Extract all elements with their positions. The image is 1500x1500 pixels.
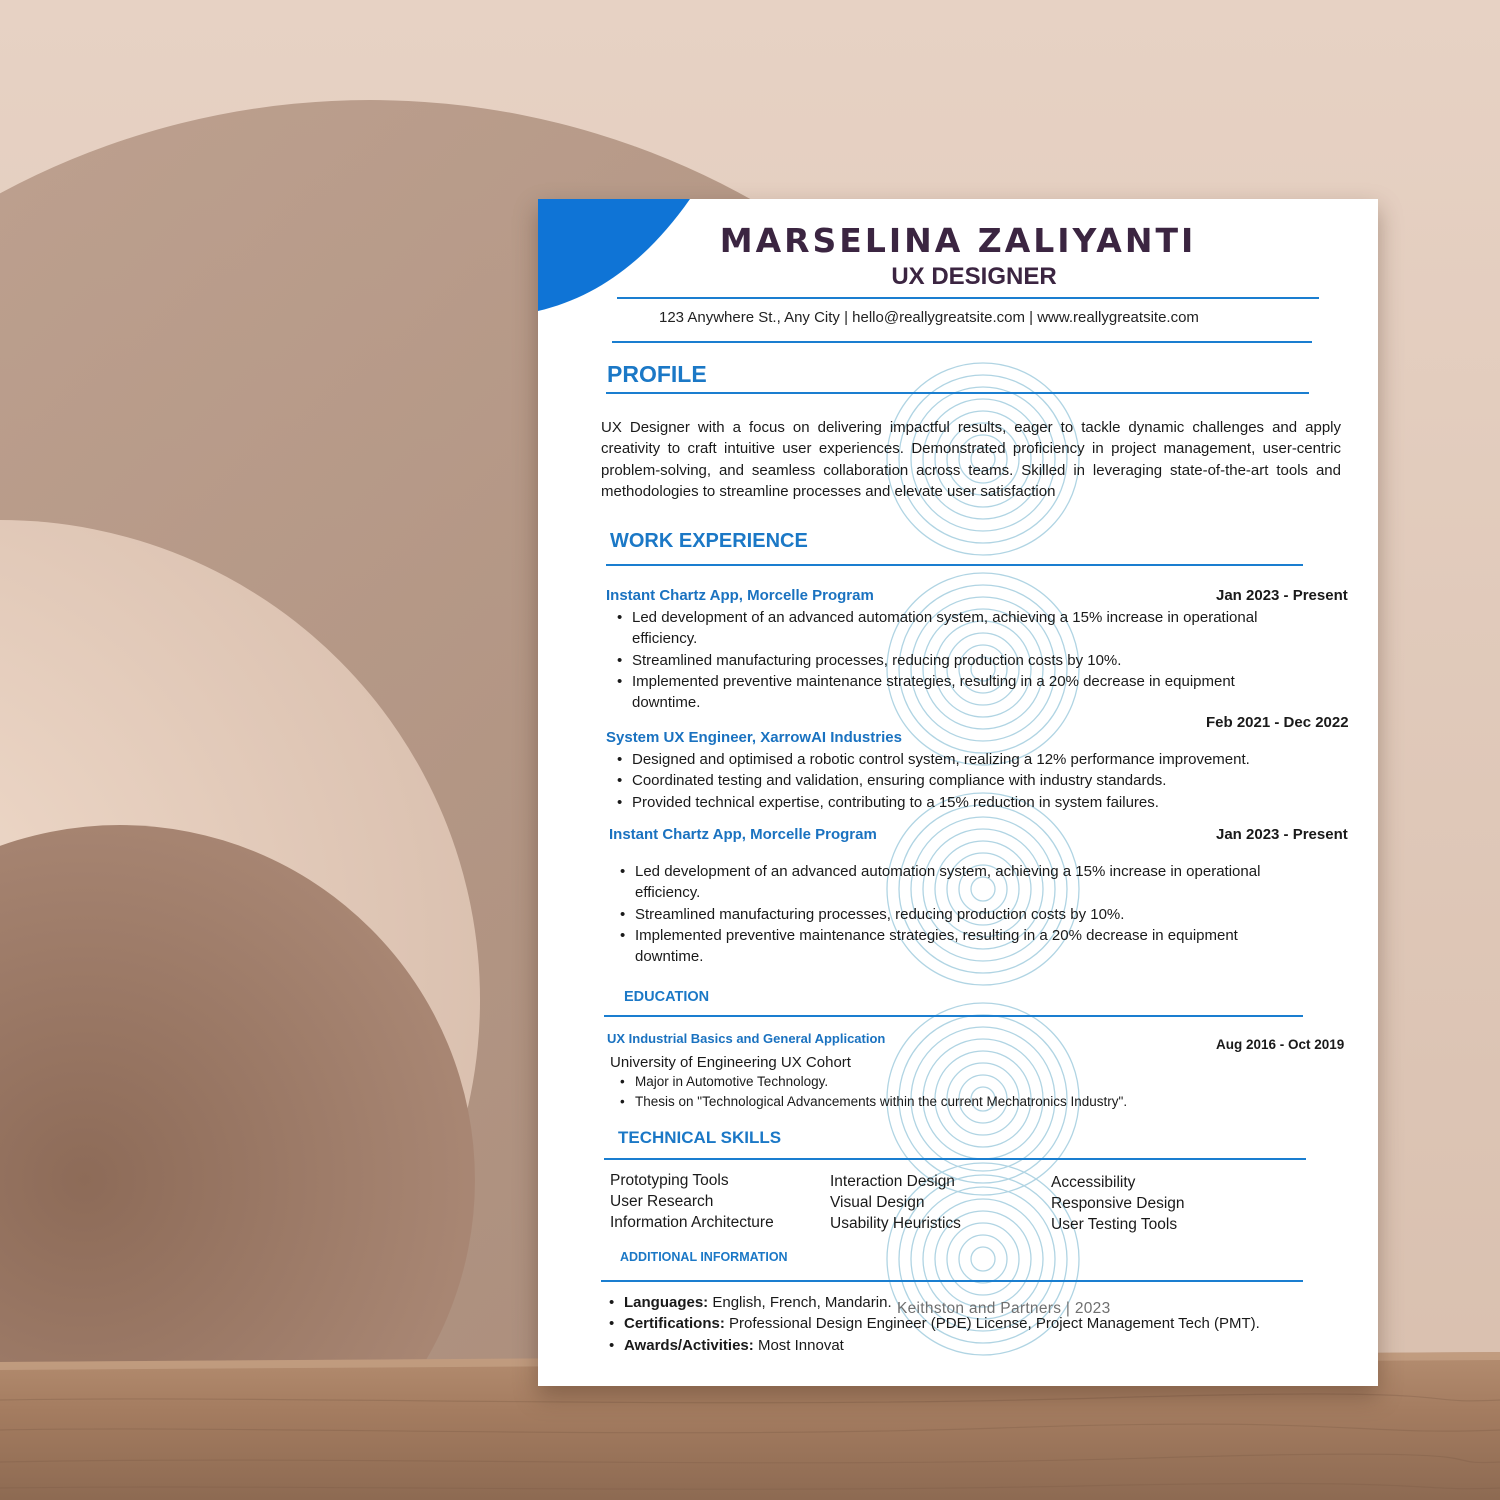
list-item: • Implemented preventive maintenance strategies, resulting in a 20% decrease in equipment downtime. bbox=[632, 671, 1282, 714]
profile-divider bbox=[606, 392, 1309, 394]
work-experience-heading: WORK EXPERIENCE bbox=[610, 530, 808, 552]
job-3-title: Instant Chartz App, Morcelle Program bbox=[609, 826, 877, 843]
job-2-title: System UX Engineer, XarrowAI Industries bbox=[606, 729, 902, 746]
skill-item: User Testing Tools bbox=[1051, 1216, 1178, 1233]
education-degree: UX Industrial Basics and General Application bbox=[607, 1031, 886, 1046]
work-experience-divider bbox=[606, 564, 1303, 566]
skills-column-1 bbox=[610, 1170, 774, 1233]
skill-item: Accessibility bbox=[1051, 1174, 1136, 1191]
education-bullets bbox=[604, 1072, 1335, 1112]
list-item: • Streamlined manufacturing processes, reducing production costs by 10%. bbox=[635, 904, 1285, 925]
info-value: English, French, Mandarin. bbox=[708, 1294, 892, 1311]
watermark-text: Keithston and Partners | 2023 bbox=[897, 1300, 1111, 1317]
list-item: • Provided technical expertise, contributing to a 15% reduction in system failures. bbox=[632, 792, 1332, 813]
skills-column-2 bbox=[830, 1171, 961, 1234]
header-divider-bottom bbox=[612, 341, 1312, 343]
header-divider-top bbox=[617, 297, 1319, 299]
list-item: • Led development of an advanced automation system, achieving a 15% increase in operational efficiency. bbox=[635, 861, 1285, 904]
profile-heading: PROFILE bbox=[607, 361, 707, 387]
info-label: Certifications: bbox=[624, 1315, 725, 1333]
job-3-bullets bbox=[604, 861, 1285, 967]
technical-skills-divider bbox=[604, 1158, 1306, 1160]
technical-skills-heading: TECHNICAL SKILLS bbox=[618, 1128, 782, 1147]
profile-text: UX Designer with a focus on delivering impactful results, eager to tackle dynamic challenges and apply creativity to craft intuitive user experiences. Demonstrated proficiency in project management, user-centric problem-solving, and seamless collaboration across teams. Skilled in leveraging state-of-the-art tools and methodologies to streamline processes and elevate user satisfaction bbox=[601, 419, 1341, 500]
list-item: • Implemented preventive maintenance strategies, resulting in a 20% decrease in equipment downtime. bbox=[635, 925, 1285, 968]
skill-item: Prototyping Tools bbox=[610, 1172, 729, 1189]
list-item: • Thesis on "Technological Advancements within the current Mechatronics Industry". bbox=[635, 1092, 1335, 1112]
skill-item: Information Architecture bbox=[610, 1214, 774, 1231]
job-3-dates: Jan 2023 - Present bbox=[1216, 826, 1348, 843]
education-divider bbox=[604, 1015, 1303, 1017]
list-item: • Coordinated testing and validation, ensuring compliance with industry standards. bbox=[632, 770, 1332, 791]
skill-item: Interaction Design bbox=[830, 1173, 955, 1190]
list-item: • Major in Automotive Technology. bbox=[635, 1072, 1335, 1092]
contact-line: 123 Anywhere St., Any City | hello@reallygreatsite.com | www.reallygreatsite.com bbox=[659, 309, 1199, 326]
skill-item: User Research bbox=[610, 1193, 714, 1210]
list-item bbox=[624, 1335, 1354, 1356]
candidate-name: MARSELINA ZALIYANTI bbox=[719, 221, 1197, 260]
job-title: UX DESIGNER bbox=[891, 263, 1057, 290]
job-2-bullets bbox=[601, 749, 1332, 813]
education-heading: EDUCATION bbox=[624, 989, 710, 1005]
job-1-dates: Jan 2023 - Present bbox=[1216, 587, 1348, 604]
info-label: Languages: bbox=[624, 1294, 709, 1311]
resume-sheet bbox=[538, 199, 1378, 1386]
skill-item: Usability Heuristics bbox=[830, 1215, 961, 1232]
info-label: Awards/Activities: bbox=[624, 1336, 754, 1354]
list-item: • Streamlined manufacturing processes, reducing production costs by 10%. bbox=[632, 650, 1282, 671]
education-school: University of Engineering UX Cohort bbox=[610, 1054, 851, 1071]
skills-column-3 bbox=[1051, 1172, 1185, 1235]
list-item: • Designed and optimised a robotic control system, realizing a 12% performance improvement. bbox=[632, 749, 1332, 770]
info-value: Professional Design Engineer (PDE) License, Project Management Tech (PMT). bbox=[724, 1315, 1260, 1333]
job-1-title: Instant Chartz App, Morcelle Program bbox=[606, 587, 874, 604]
skill-item: Visual Design bbox=[830, 1194, 925, 1211]
education-dates: Aug 2016 - Oct 2019 bbox=[1216, 1037, 1345, 1052]
job-1-bullets bbox=[601, 607, 1282, 713]
job-2-dates: Feb 2021 - Dec 2022 bbox=[1206, 714, 1349, 731]
additional-information-heading: ADDITIONAL INFORMATION bbox=[620, 1250, 788, 1264]
list-item: • Led development of an advanced automation system, achieving a 15% increase in operational efficiency. bbox=[632, 607, 1282, 650]
additional-information-divider bbox=[601, 1280, 1303, 1282]
skill-item: Responsive Design bbox=[1051, 1195, 1185, 1212]
info-value: Most Innovat bbox=[753, 1336, 844, 1354]
